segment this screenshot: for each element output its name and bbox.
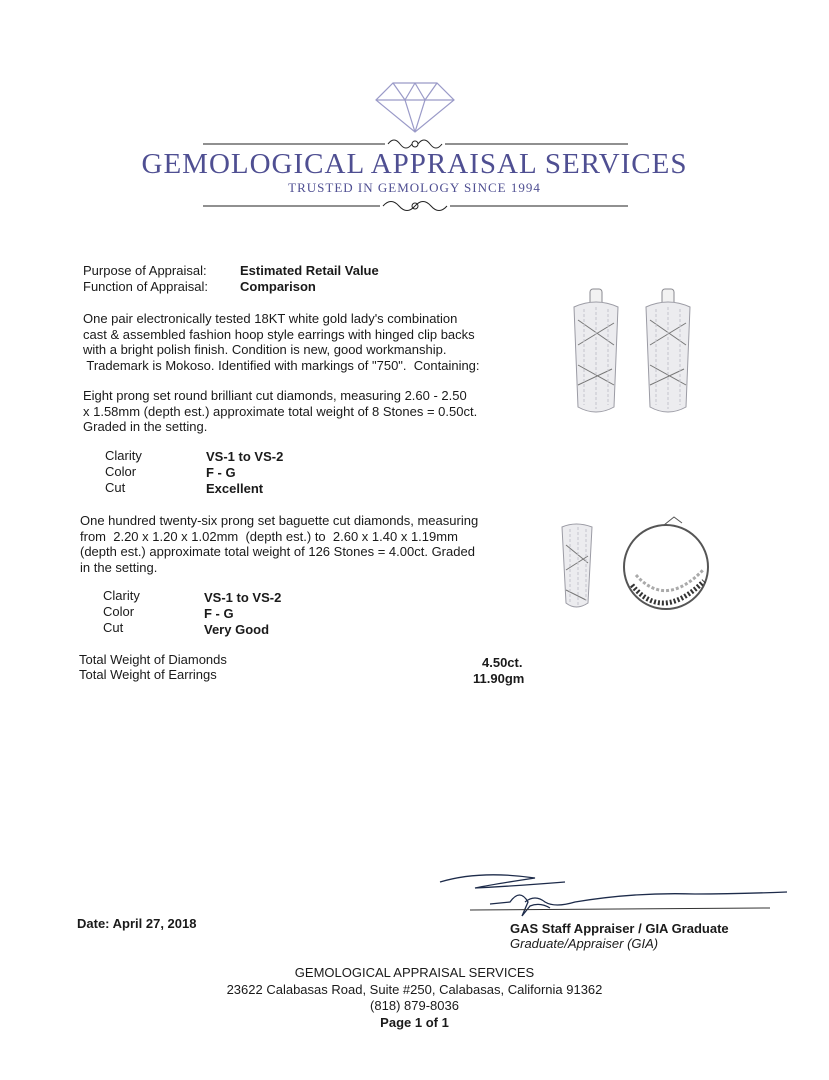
function-label: Function of Appraisal:: [83, 279, 209, 294]
stones-1-cut-label: Cut: [105, 480, 126, 495]
description-line: One pair electronically tested 18KT white gold lady's combination: [83, 311, 458, 326]
purpose-value: Estimated Retail Value: [240, 263, 379, 278]
earrings-photo-front: [560, 285, 710, 425]
stones-1-color-label: Color: [105, 464, 137, 479]
footer-address: 23622 Calabasas Road, Suite #250, Calabasas, California 91362: [226, 982, 603, 997]
earrings-photo-side: [556, 515, 716, 615]
total-earrings-value: 11.90gm: [473, 671, 525, 686]
stones-1-line: x 1.58mm (depth est.) approximate total weight of 8 Stones = 0.50ct.: [83, 403, 478, 419]
description-line: Trademark is Mokoso. Identified with markings of "750". Containing:: [83, 357, 480, 373]
stones-1-line: Eight prong set round brilliant cut diamonds, measuring 2.60 - 2.50: [83, 388, 467, 403]
stones-1-cut-value: Excellent: [206, 481, 264, 496]
signature-title: GAS Staff Appraiser / GIA Graduate: [510, 921, 729, 936]
company-tagline: TRUSTED IN GEMOLOGY SINCE 1994: [288, 180, 541, 195]
stones-1-description: [83, 388, 523, 435]
stones-2-color-value: F - G: [204, 606, 234, 621]
stones-1-line: Graded in the setting.: [83, 419, 208, 434]
stones-2-clarity-label: Clarity: [103, 588, 140, 603]
footer-phone: (818) 879-8036: [370, 998, 459, 1013]
stones-2-line: from 2.20 x 1.20 x 1.02mm (depth est.) to 2.60 x 1.40 x 1.19mm: [80, 528, 458, 544]
total-diamonds-label: Total Weight of Diamonds: [79, 652, 227, 667]
page-number: Page 1 of 1: [380, 1015, 449, 1030]
item-description: [83, 311, 523, 373]
stones-1-clarity-value: VS-1 to VS-2: [206, 449, 284, 464]
stones-2-cut-value: Very Good: [204, 622, 270, 637]
function-value: Comparison: [240, 279, 316, 294]
stones-1-clarity-label: Clarity: [105, 448, 142, 463]
stones-2-line: (depth est.) approximate total weight of 126 Stones = 4.00ct. Graded: [80, 544, 475, 559]
purpose-label: Purpose of Appraisal:: [83, 263, 207, 278]
appraisal-date: Date: April 27, 2018: [77, 916, 197, 931]
signature-subtitle: Graduate/Appraiser (GIA): [510, 936, 659, 951]
stones-2-line: One hundred twenty-six prong set baguette cut diamonds, measuring: [80, 513, 479, 528]
stones-2-cut-label: Cut: [103, 620, 124, 635]
stones-2-clarity-value: VS-1 to VS-2: [204, 590, 282, 605]
stones-2-description: [80, 513, 530, 575]
total-earrings-label: Total Weight of Earrings: [79, 667, 217, 682]
stones-2-line: in the setting.: [80, 559, 158, 575]
description-line: cast & assembled fashion hoop style earrings with hinged clip backs: [83, 326, 475, 342]
footer-company: GEMOLOGICAL APPRAISAL SERVICES: [294, 965, 535, 980]
company-name: GEMOLOGICAL APPRAISAL SERVICES: [141, 148, 688, 180]
total-diamonds-value: 4.50ct.: [482, 655, 523, 670]
appraiser-signature: [430, 862, 790, 922]
stones-1-color-value: F - G: [206, 465, 236, 480]
stones-2-color-label: Color: [103, 604, 135, 619]
diamond-logo-icon: [200, 80, 630, 140]
description-line: with a bright polish finish. Condition is new, good workmanship.: [83, 342, 447, 357]
bottom-ornament-rule: [200, 196, 630, 216]
